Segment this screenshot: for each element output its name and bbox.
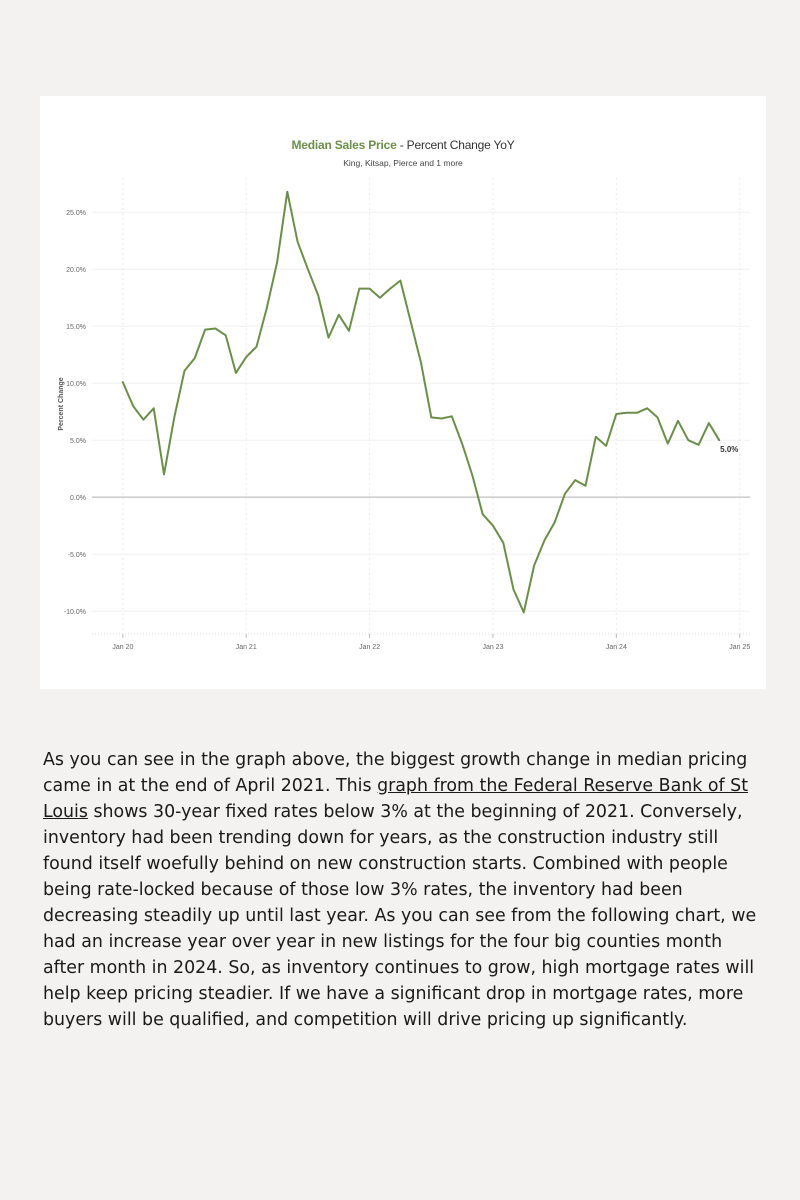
axes xyxy=(58,210,750,651)
chart-title-suffix: - Percent Change YoY xyxy=(396,138,515,152)
end-value-label: 5.0% xyxy=(720,445,739,455)
series xyxy=(122,191,739,614)
x-tick-label: Jan 25 xyxy=(729,644,751,651)
article-text-after-link: shows 30-year fixed rates below 3% at the beginning of 2021. Conversely, inventory had been trending down for years, as the construction industry still found itself woefully behind on new construction starts. Combined with people being rate-locked because of those low 3% rates, the inventory had been decreasing steadily up until last year. As you can see from the following chart, we had an increase year over year in new listings for the four big counties month after month in 2024. So, as inventory continues to grow, high mortgage rates will help keep pricing steadier. If we have a significant drop in mortgage rates, more buyers will be qualified, and competition will drive pricing up significantly. xyxy=(43,802,757,1030)
chart-subtitle: King, Kitsap, Pierce and 1 more xyxy=(343,158,463,168)
x-tick-label: Jan 21 xyxy=(235,644,257,651)
x-tick-label: Jan 23 xyxy=(482,644,504,651)
y-tick-label: -5.0% xyxy=(67,552,86,560)
y-tick-label: 15.0% xyxy=(66,324,86,332)
article-text-before-link: As you can see in the graph above, the biggest growth change in median pricing came in at the end of April 2021. This xyxy=(43,750,748,796)
x-tick-label: Jan 24 xyxy=(605,644,627,651)
x-tick-label: Jan 22 xyxy=(359,644,381,651)
y-tick-label: -10.0% xyxy=(63,609,86,617)
y-tick-label: 10.0% xyxy=(66,381,86,389)
y-tick-label: 25.0% xyxy=(66,210,86,218)
y-axis-title: Percent Change xyxy=(58,377,65,431)
chart-card xyxy=(40,96,766,689)
y-tick-label: 5.0% xyxy=(70,438,86,446)
line-chart xyxy=(40,96,766,689)
x-tick-label: Jan 20 xyxy=(112,644,134,651)
y-tick-label: 20.0% xyxy=(66,267,86,275)
chart-title-main: Median Sales Price xyxy=(291,138,397,152)
series-line xyxy=(123,192,719,613)
grid xyxy=(92,178,750,634)
article-paragraph xyxy=(43,747,763,1033)
y-tick-label: 0.0% xyxy=(70,495,86,503)
fed-reserve-graph-link[interactable]: graph from the Federal Reserve Bank of St Louis xyxy=(43,776,749,822)
